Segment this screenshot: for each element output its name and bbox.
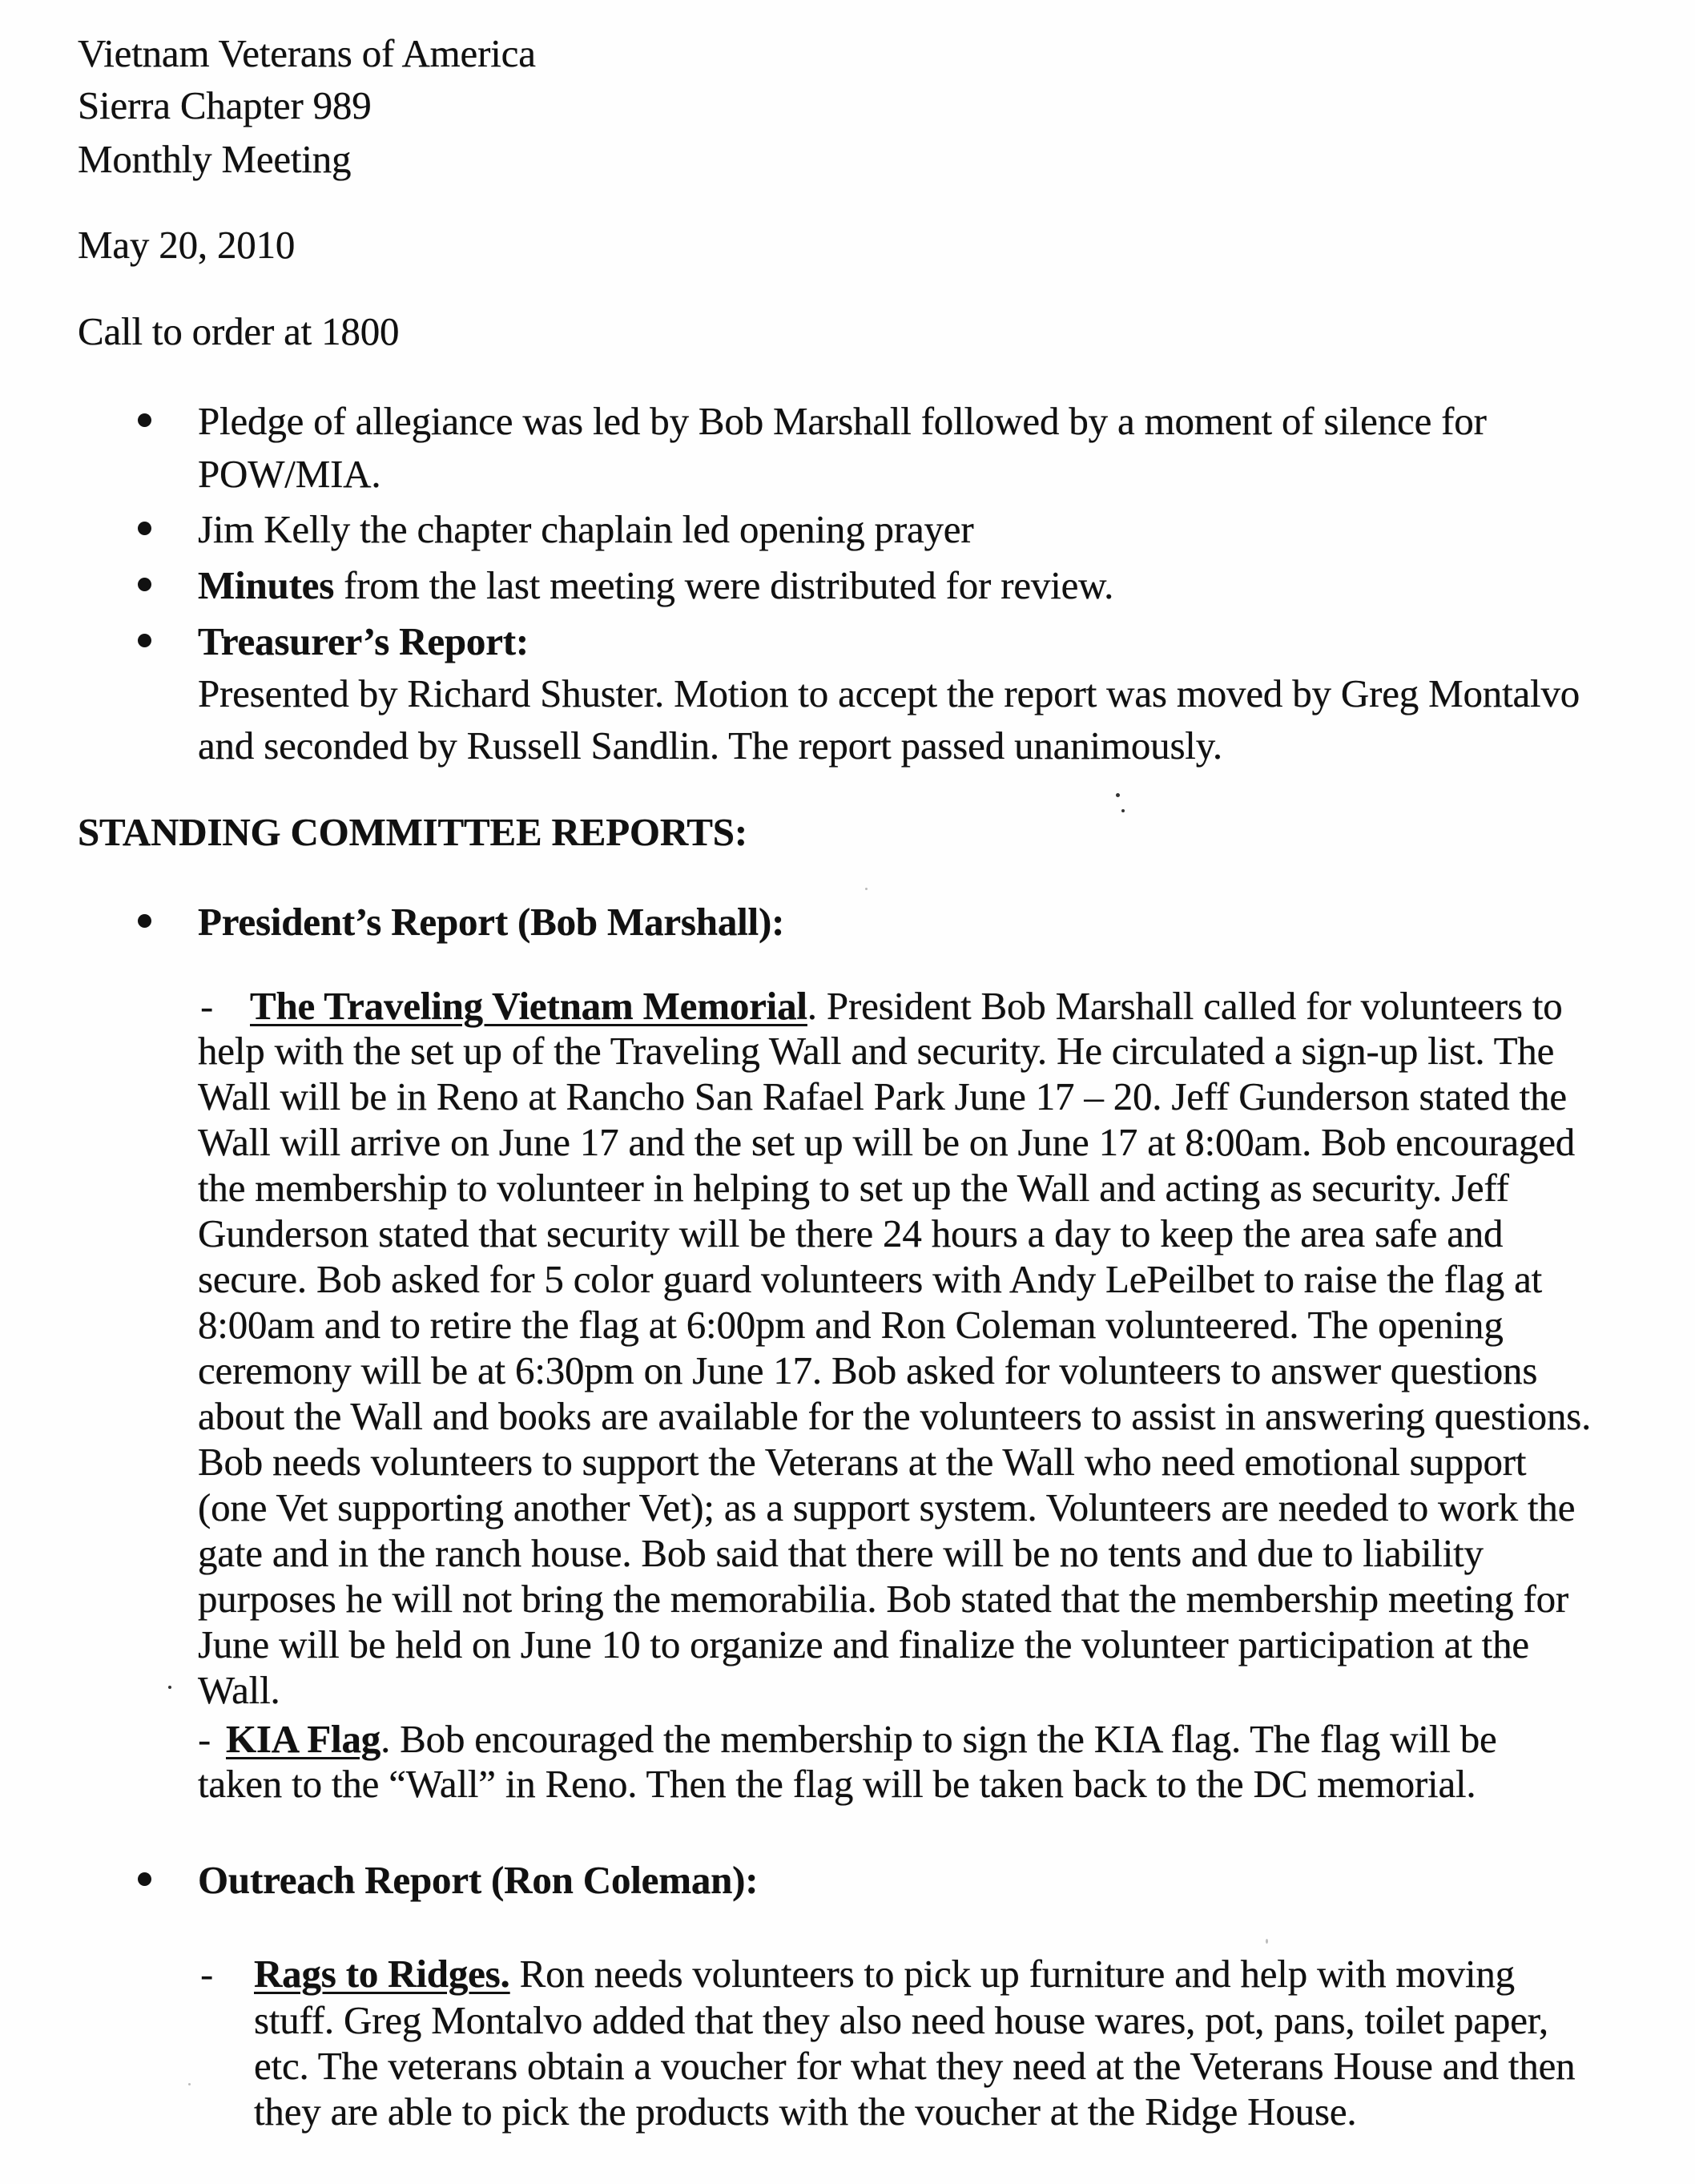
prayer-text: Jim Kelly the chapter chaplain led opening prayer	[198, 507, 974, 551]
kia-flag-title: KIA Flag	[226, 1717, 381, 1761]
kia-line-2: taken to the “Wall” in Reno. Then the flag will be taken back to the DC memorial.	[198, 1762, 1476, 1806]
memorial-line: Wall will be in Reno at Rancho San Rafael Park June 17 – 20. Jeff Gunderson stated the	[198, 1074, 1567, 1118]
president-report-heading: President’s Report (Bob Marshall):	[198, 900, 785, 944]
memorial-line: 8:00am and to retire the flag at 6:00pm and Ron Coleman volunteered. The opening	[198, 1303, 1504, 1347]
rags-to-ridges-title: Rags to Ridges.	[254, 1952, 510, 1996]
memorial-line: purposes he will not bring the memorabilia. Bob stated that the membership meeting for	[198, 1577, 1569, 1621]
memorial-line: help with the set up of the Traveling Wall and security. He circulated a sign-up list. The	[198, 1029, 1555, 1073]
scan-speck	[865, 888, 868, 890]
treasurer-line-2: and seconded by Russell Sandlin. The report passed unanimously.	[198, 723, 1222, 768]
scan-speck	[1116, 793, 1120, 797]
memorial-line: Wall.	[198, 1668, 280, 1712]
chapter-name: Sierra Chapter 989	[78, 83, 372, 127]
pledge-line-1: Pledge of allegiance was led by Bob Marshall followed by a moment of silence for	[198, 399, 1487, 443]
scan-speck	[1266, 1939, 1268, 1944]
kia-first-line-text: . Bob encouraged the membership to sign the KIA flag. The flag will be	[380, 1717, 1497, 1761]
bullet-icon	[138, 1872, 151, 1886]
call-to-order: Call to order at 1800	[78, 309, 400, 353]
dash-icon: -	[200, 984, 214, 1028]
rags-first-line-text: Ron needs volunteers to pick up furniture and help with moving	[509, 1952, 1515, 1996]
memorial-line: the membership to volunteer in helping to set up the Wall and acting as security. Jeff	[198, 1166, 1509, 1210]
pledge-line-2: POW/MIA.	[198, 452, 381, 496]
rags-line-2: stuff. Greg Montalvo added that they also need house wares, pot, pans, toilet paper,	[254, 1998, 1548, 2042]
standing-committee-heading: STANDING COMMITTEE REPORTS:	[78, 810, 747, 854]
rags-first-line	[254, 1952, 1515, 1996]
memorial-line: about the Wall and books are available for the volunteers to assist in answering questions.	[198, 1394, 1592, 1438]
minutes-item	[198, 563, 1114, 607]
bullet-icon	[138, 578, 151, 591]
memorial-line: June will be held on June 10 to organize and finalize the volunteer participation at the	[198, 1622, 1529, 1666]
rags-line-3: etc. The veterans obtain a voucher for what they need at the Veterans House and then	[254, 2044, 1576, 2088]
scan-speck	[188, 2083, 191, 2085]
meeting-type: Monthly Meeting	[78, 137, 352, 181]
memorial-first-line-text: . President Bob Marshall called for volunteers to	[807, 984, 1563, 1028]
bullet-icon	[138, 914, 151, 928]
memorial-line: Wall will arrive on June 17 and the set up will be on June 17 at 8:00am. Bob encouraged	[198, 1120, 1576, 1164]
minutes-label: Minutes	[198, 563, 335, 607]
memorial-line: (one Vet supporting another Vet); as a support system. Volunteers are needed to work the	[198, 1485, 1576, 1529]
memorial-title: The Traveling Vietnam Memorial	[250, 984, 807, 1028]
memorial-first-line	[250, 986, 1563, 1026]
memorial-line: ceremony will be at 6:30pm on June 17. Bob asked for volunteers to answer questions	[198, 1348, 1538, 1392]
bullet-icon	[138, 522, 151, 535]
memorial-line: secure. Bob asked for 5 color guard volunteers with Andy LePeilbet to raise the flag at	[198, 1257, 1543, 1301]
memorial-line: Gunderson stated that security will be there 24 hours a day to keep the area safe and	[198, 1211, 1504, 1255]
treasurer-line-1: Presented by Richard Shuster. Motion to accept the report was moved by Greg Montalvo	[198, 671, 1580, 715]
rags-line-4: they are able to pick the products with the voucher at the Ridge House.	[254, 2089, 1357, 2134]
kia-first-line	[226, 1719, 1497, 1759]
dash-icon: -	[200, 1952, 214, 1996]
meeting-date: May 20, 2010	[78, 223, 296, 267]
scan-speck	[168, 1686, 171, 1689]
memorial-line: Bob needs volunteers to support the Veterans at the Wall who need emotional support	[198, 1440, 1527, 1484]
minutes-text: from the last meeting were distributed for review.	[334, 563, 1114, 607]
scan-speck	[1121, 809, 1125, 812]
outreach-report-heading: Outreach Report (Ron Coleman):	[198, 1858, 759, 1902]
organization-name: Vietnam Veterans of America	[78, 31, 536, 75]
dash-icon: -	[198, 1717, 211, 1761]
bullet-icon	[138, 634, 151, 647]
bullet-icon	[138, 413, 151, 427]
treasurer-report-label: Treasurer’s Report:	[198, 619, 529, 663]
memorial-line: gate and in the ranch house. Bob said that there will be no tents and due to liability	[198, 1531, 1484, 1575]
